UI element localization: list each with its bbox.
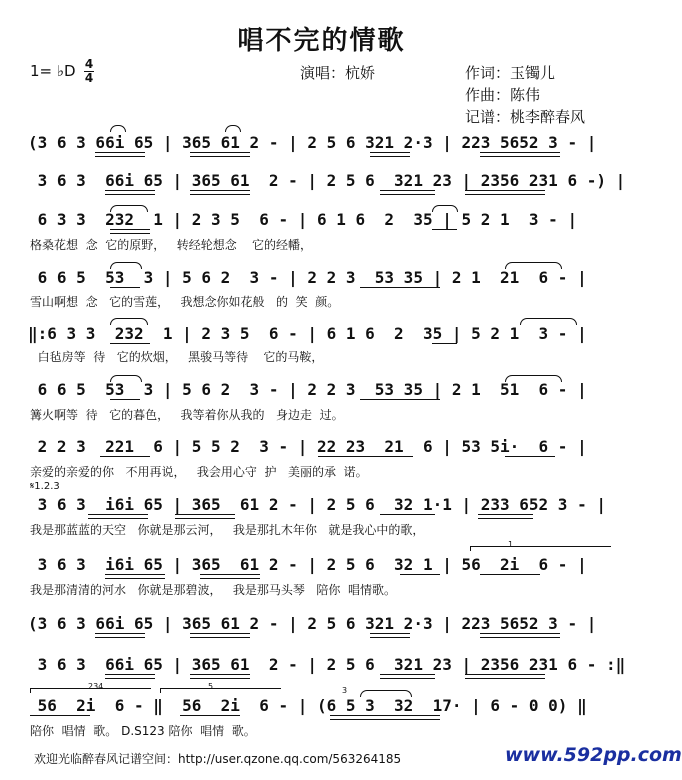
slur <box>505 262 562 269</box>
notation-row-8: 3 6 3 i6i 65 | 365 61 2 - | 2 5 6 32 1·1 | 233 652 3 - | <box>28 495 606 514</box>
beam <box>190 152 250 157</box>
beam <box>480 152 560 157</box>
beam <box>105 674 155 679</box>
beam <box>318 456 413 457</box>
slur <box>110 375 142 382</box>
beam <box>190 633 250 638</box>
notation-row-6: 6 6 5 53 3 | 5 6 2 3 - | 2 2 3 53 35 | 2 1 51 6 - | <box>28 380 587 399</box>
notation-row-1: (3 6 3 66i 65 | 365 61 2 - | 2 5 6 321 2·3 | 223 5652 3 - | <box>28 133 597 152</box>
beam <box>105 574 165 579</box>
lyrics-row-8: 我是那蓝蓝的天空 你就是那云河， 我是那扎木年你 就是我心中的歌， <box>30 523 425 537</box>
notation-row-4: 6 6 5 53 3 | 5 6 2 3 - | 2 2 3 53 35 | 2 1 21 6 - | <box>28 268 587 287</box>
triplet-mark: 3 <box>342 686 348 695</box>
beam <box>95 633 145 638</box>
lyrics-row-3: 格桑花想 念 它的原野， 转经轮想念 它的经幡， <box>30 238 312 252</box>
slur <box>110 125 126 132</box>
key-signature: 1= ♭D <box>30 62 76 80</box>
slur <box>520 318 577 325</box>
beam <box>505 456 555 457</box>
beam <box>360 287 440 288</box>
singer-credit: 演唱：杭娇 <box>300 64 376 82</box>
beam <box>110 399 140 400</box>
beam <box>432 343 457 344</box>
time-signature <box>84 58 94 85</box>
beam <box>88 514 148 519</box>
beam <box>370 152 410 157</box>
beam <box>190 674 250 679</box>
meter-top: 4 <box>84 57 94 71</box>
author-credits <box>465 62 585 128</box>
lyrics-row-4: 雪山啊想 念 它的雪莲， 我想念你如花般 的 笑 颜。 <box>30 295 340 309</box>
beam <box>478 514 533 519</box>
song-title: 唱不完的情歌 <box>237 26 406 56</box>
notation-row-9: 3 6 3 i6i 65 | 365 61 2 - | 2 5 6 32 1 | 56 2i 6 - | <box>28 555 587 574</box>
volta-label-2: 234 <box>88 682 104 691</box>
lyrics-row-5: 白毡房等 待 它的炊烟， 黑骏马等待 它的马鞍， <box>30 350 324 364</box>
lyricist-credit: 作词：玉镯儿 <box>465 64 556 82</box>
beam <box>105 190 155 195</box>
volta-label-3: 5 <box>208 682 214 691</box>
meter-bottom: 4 <box>84 71 94 85</box>
notation-row-10: (3 6 3 66i 65 | 365 61 2 - | 2 5 6 321 2·3 | 223 5652 3 - | <box>28 614 597 633</box>
volta-label-1: 1 <box>508 540 514 549</box>
volta-bracket-3 <box>160 688 281 693</box>
beam <box>180 715 240 716</box>
segno-marker: 𝄋1.2.3 <box>30 481 60 492</box>
slur <box>360 690 412 697</box>
lyrics-row-6: 篝火啊等 待 它的暮色， 我等着你从我的 身边走 过。 <box>30 408 344 422</box>
beam <box>480 574 540 575</box>
beam <box>110 343 150 344</box>
beam <box>200 574 260 579</box>
beam <box>465 190 545 195</box>
beam <box>480 633 560 638</box>
beam <box>400 574 440 575</box>
site-watermark: www.592pp.com <box>505 744 682 766</box>
beam <box>110 287 140 288</box>
beam <box>110 229 150 234</box>
slur <box>432 205 458 212</box>
beam <box>432 229 457 230</box>
slur <box>225 125 241 132</box>
notation-row-2: 3 6 3 66i 65 | 365 61 2 - | 2 5 6 321 23 | 2356 231 6 -) | <box>28 171 626 190</box>
beam <box>330 715 440 720</box>
beam <box>370 633 410 638</box>
transcriber-credit: 记谱：桃李醉春风 <box>465 108 586 126</box>
slur <box>110 318 148 325</box>
slur <box>110 262 142 269</box>
beam <box>380 674 435 679</box>
beam <box>95 152 145 157</box>
beam <box>465 674 545 679</box>
beam <box>380 190 435 195</box>
notation-row-3: 6 3 3 232 1 | 2 3 5 6 - | 6 1 6 2 35 | 5 2 1 3 - | <box>28 210 578 229</box>
notation-row-11: 3 6 3 66i 65 | 365 61 2 - | 2 5 6 321 23 | 2356 231 6 - :‖ <box>28 655 626 674</box>
composer-credit: 作曲：陈伟 <box>465 86 541 104</box>
slur <box>505 375 562 382</box>
beam <box>380 514 435 515</box>
slur <box>110 205 148 212</box>
lyrics-row-9: 我是那清清的河水 你就是那碧波， 我是那马头琴 陪你 唱情歌。 <box>30 583 396 597</box>
beam <box>30 715 90 716</box>
notation-row-12: 56 2i 6 - ‖ 56 2i 6 - | (6 5 3 32 17· | 6 - 0 0) ‖ <box>28 696 587 715</box>
lyrics-row-7: 亲爱的亲爱的你 不用再说， 我会用心守 护 美丽的承 诺。 <box>30 465 368 479</box>
beam <box>175 514 235 519</box>
volta-bracket-1 <box>470 546 611 551</box>
lyrics-row-12: 陪你 唱情 歌。 D.S123 陪你 唱情 歌。 <box>30 724 256 738</box>
notation-row-7: 2 2 3 221 6 | 5 5 2 3 - | 22 23 21 6 | 53 5i· 6 - | <box>28 437 587 456</box>
beam <box>100 456 150 457</box>
beam <box>360 399 440 400</box>
footer-text: 欢迎光临醉春风记谱空间：http://user.qzone.qq.com/563264185 <box>34 752 402 766</box>
beam <box>190 190 250 195</box>
notation-row-5: ‖:6 3 3 232 1 | 2 3 5 6 - | 6 1 6 2 35 | 5 2 1 3 - | <box>28 324 587 343</box>
